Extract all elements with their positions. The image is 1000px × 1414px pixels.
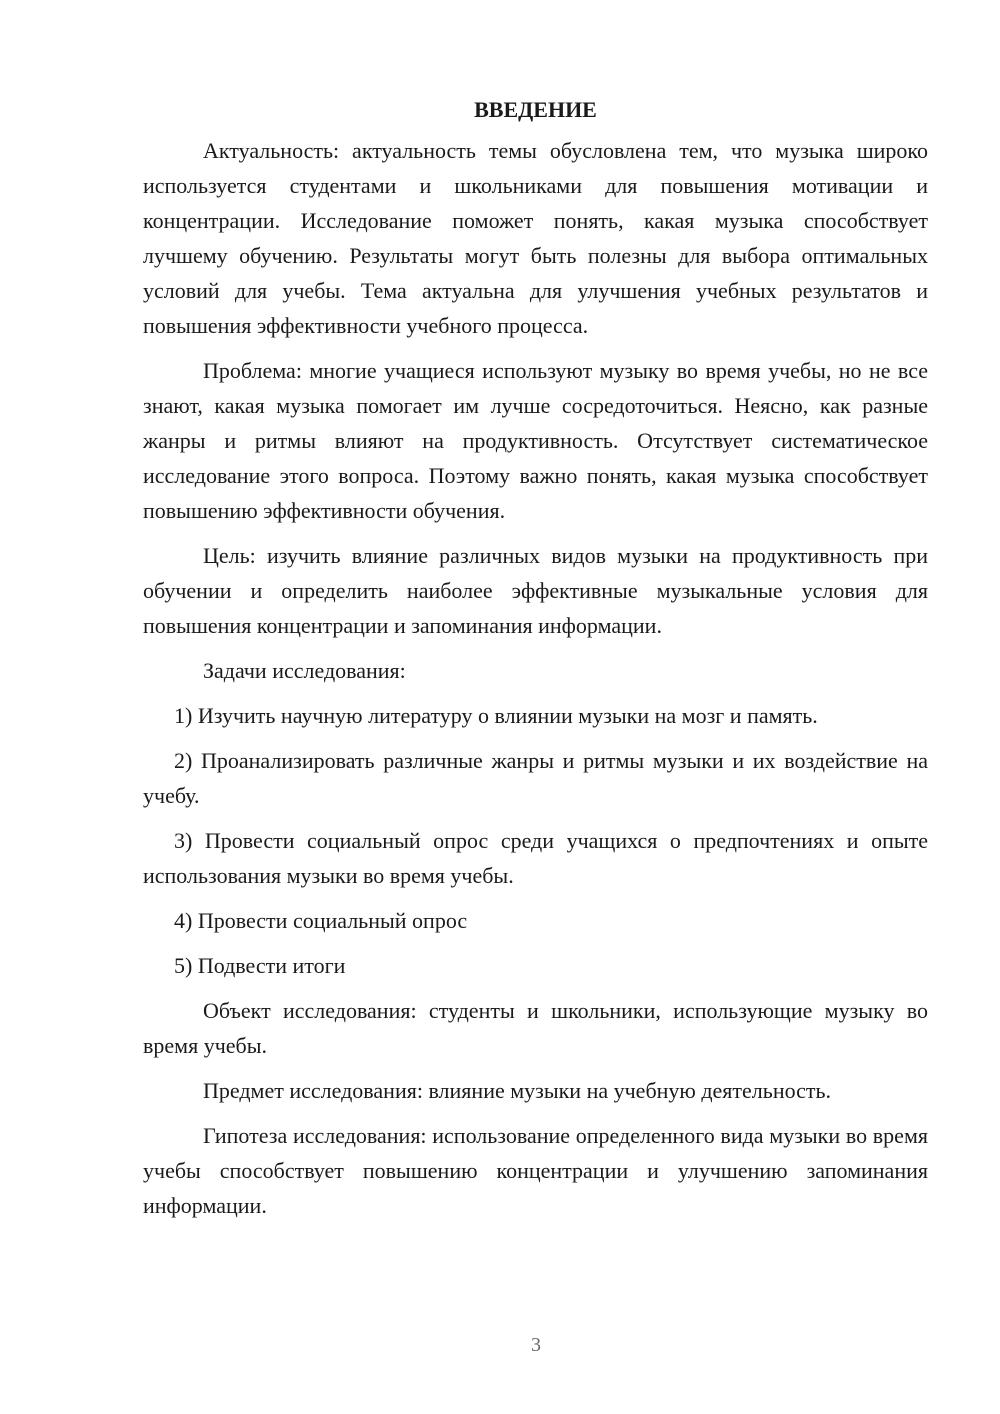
tasks-heading: Задачи исследования: bbox=[203, 658, 406, 683]
paragraph-subject: Предмет исследования: влияние музыки на учебную деятельность. bbox=[203, 1078, 832, 1103]
paragraph-problem: Проблема: многие учащиеся используют музыку во время учебы, но не все знают, какая музыка помогает им лучше сосредоточиться. Неясно, как разные жанры и ритмы влияют на продуктивность. Отсутствует систематическое исследование этого вопроса. Поэтому важно понять, какая музыка способствует повышению эффективности обучения. bbox=[143, 358, 928, 523]
paragraph-object: Объект исследования: студенты и школьники, использующие музыку во время учебы. bbox=[143, 998, 928, 1058]
paragraph-relevance: Актуальность: актуальность темы обусловлена тем, что музыка широко используется студентами и школьниками для повышения мотивации и концентрации. Исследование поможет понять, какая музыка способствует лучшему обучению. Результаты могут быть полезны для выбора оптимальных условий для учебы. Тема актуальна для улучшения учебных результатов и повышения эффективности учебного процесса. bbox=[143, 138, 928, 338]
task-item-5: 5) Подвести итоги bbox=[174, 953, 346, 978]
task-item-3: 3) Провести социальный опрос среди учащихся о предпочтениях и опыте использования музыки во время учебы. bbox=[143, 828, 928, 888]
paragraph-hypothesis: Гипотеза исследования: использование определенного вида музыки во время учебы способствует повышению концентрации и улучшению запоминания информации. bbox=[143, 1123, 928, 1218]
task-item-4: 4) Провести социальный опрос bbox=[174, 908, 468, 933]
paragraph-goal: Цель: изучить влияние различных видов музыки на продуктивность при обучении и определить наиболее эффективные музыкальные условия для повышения концентрации и запоминания информации. bbox=[143, 543, 928, 638]
page-title: ВВЕДЕНИЕ bbox=[474, 97, 597, 122]
page-content bbox=[143, 92, 928, 1233]
task-item-2: 2) Проанализировать различные жанры и ритмы музыки и их воздействие на учебу. bbox=[143, 748, 928, 808]
task-item-1: 1) Изучить научную литературу о влиянии музыки на мозг и память. bbox=[174, 703, 818, 728]
page-number: 3 bbox=[531, 1334, 541, 1356]
